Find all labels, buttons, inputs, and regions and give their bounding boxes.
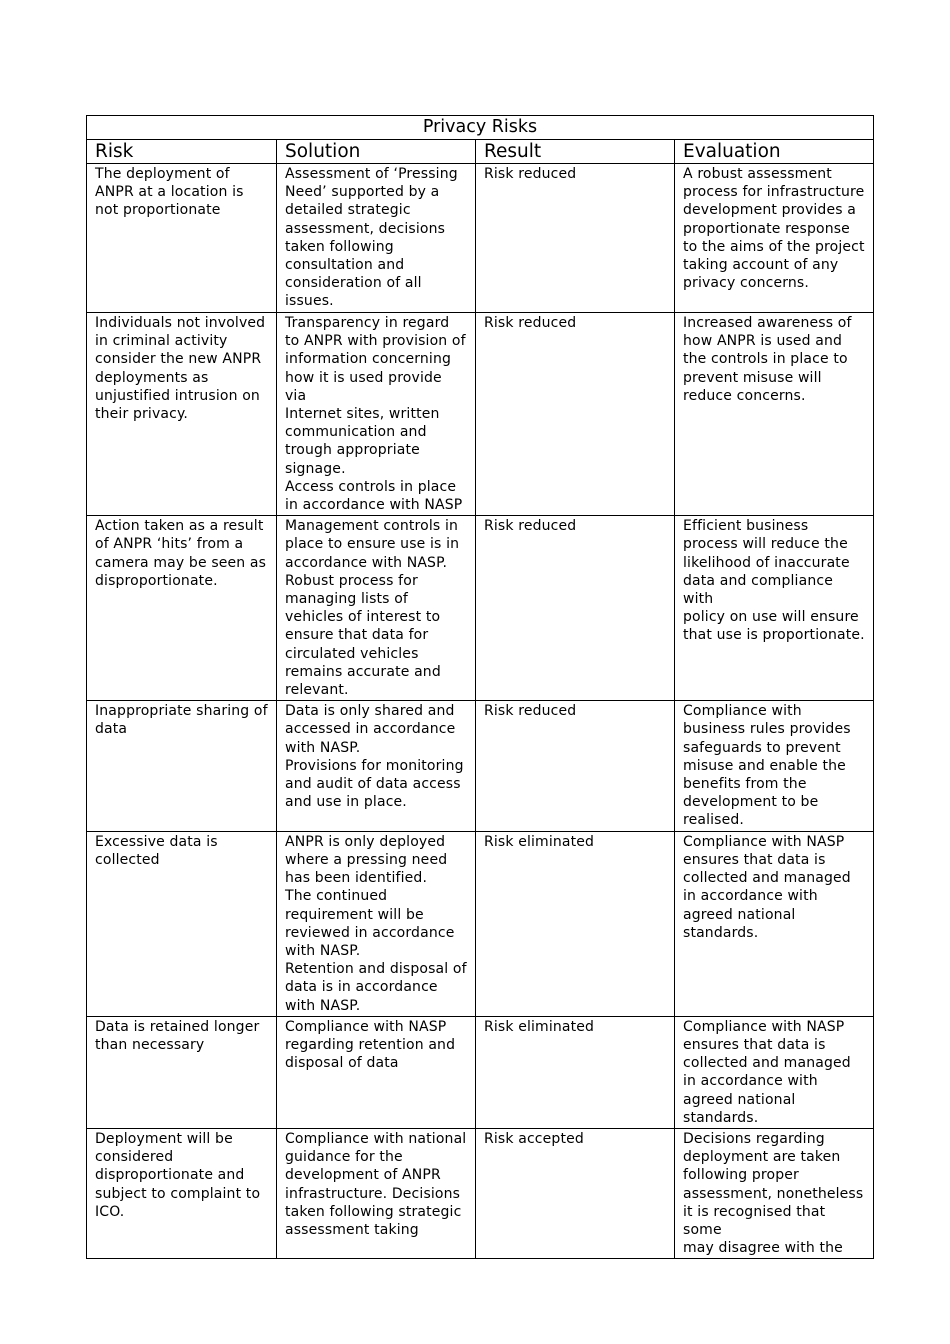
table-row [87, 313, 874, 516]
document-page [86, 115, 873, 1257]
solution-cell: Transparency in regard to ANPR with provision of information concerning how it is used provide via Internet sites, written communication and trough appropriate signage. Access controls in place in accordance with NASP [277, 313, 476, 516]
solution-cell: Compliance with national guidance for the development of ANPR infrastructure. Decisions taken following strategic assessment taking [277, 1128, 476, 1258]
header-risk: Risk [87, 140, 277, 164]
result-cell: Risk reduced [476, 516, 675, 701]
evaluation-cell: Compliance with NASP ensures that data is collected and managed in accordance with agreed national standards. [675, 1016, 874, 1128]
solution-cell: Data is only shared and accessed in accordance with NASP. Provisions for monitoring and audit of data access and use in place. [277, 701, 476, 831]
table-row [87, 701, 874, 831]
risk-cell: Inappropriate sharing of data [87, 701, 277, 831]
result-cell: Risk accepted [476, 1128, 675, 1258]
table-row [87, 164, 874, 313]
result-cell: Risk reduced [476, 701, 675, 831]
solution-cell: Assessment of ‘Pressing Need’ supported by a detailed strategic assessment, decisions taken following consultation and consideration of all issues. [277, 164, 476, 313]
header-solution: Solution [277, 140, 476, 164]
evaluation-cell: Efficient business process will reduce the likelihood of inaccurate data and compliance with policy on use will ensure that use is proportionate. [675, 516, 874, 701]
risk-cell: Action taken as a result of ANPR ‘hits’ from a camera may be seen as disproportionate. [87, 516, 277, 701]
evaluation-cell: A robust assessment process for infrastructure development provides a proportionate response to the aims of the project taking account of any privacy concerns. [675, 164, 874, 313]
evaluation-cell: Compliance with NASP ensures that data is collected and managed in accordance with agreed national standards. [675, 831, 874, 1016]
result-cell: Risk reduced [476, 164, 675, 313]
risk-cell: Deployment will be considered disproportionate and subject to complaint to ICO. [87, 1128, 277, 1258]
header-result: Result [476, 140, 675, 164]
solution-cell: Management controls in place to ensure use is in accordance with NASP. Robust process for managing lists of vehicles of interest to ensure that data for circulated vehicles remains accurate and relevant. [277, 516, 476, 701]
table-row [87, 1016, 874, 1128]
solution-cell: Compliance with NASP regarding retention and disposal of data [277, 1016, 476, 1128]
table-header-row [87, 140, 874, 164]
result-cell: Risk eliminated [476, 1016, 675, 1128]
evaluation-cell: Compliance with business rules provides safeguards to prevent misuse and enable the benefits from the development to be realised. [675, 701, 874, 831]
table-row [87, 1128, 874, 1258]
risk-cell: Individuals not involved in criminal activity consider the new ANPR deployments as unjustified intrusion on their privacy. [87, 313, 277, 516]
result-cell: Risk eliminated [476, 831, 675, 1016]
table-title-row [87, 116, 874, 140]
table-row [87, 831, 874, 1016]
result-cell: Risk reduced [476, 313, 675, 516]
privacy-risks-table [86, 115, 874, 1259]
table-title: Privacy Risks [87, 116, 874, 140]
evaluation-cell: Increased awareness of how ANPR is used and the controls in place to prevent misuse will reduce concerns. [675, 313, 874, 516]
risk-cell: Data is retained longer than necessary [87, 1016, 277, 1128]
table-row [87, 516, 874, 701]
header-evaluation: Evaluation [675, 140, 874, 164]
solution-cell: ANPR is only deployed where a pressing need has been identified. The continued requirement will be reviewed in accordance with NASP. Retention and disposal of data is in accordance with NASP. [277, 831, 476, 1016]
risk-cell: Excessive data is collected [87, 831, 277, 1016]
evaluation-cell: Decisions regarding deployment are taken following proper assessment, nonetheless it is recognised that some may disagree with the [675, 1128, 874, 1258]
risk-cell: The deployment of ANPR at a location is not proportionate [87, 164, 277, 313]
